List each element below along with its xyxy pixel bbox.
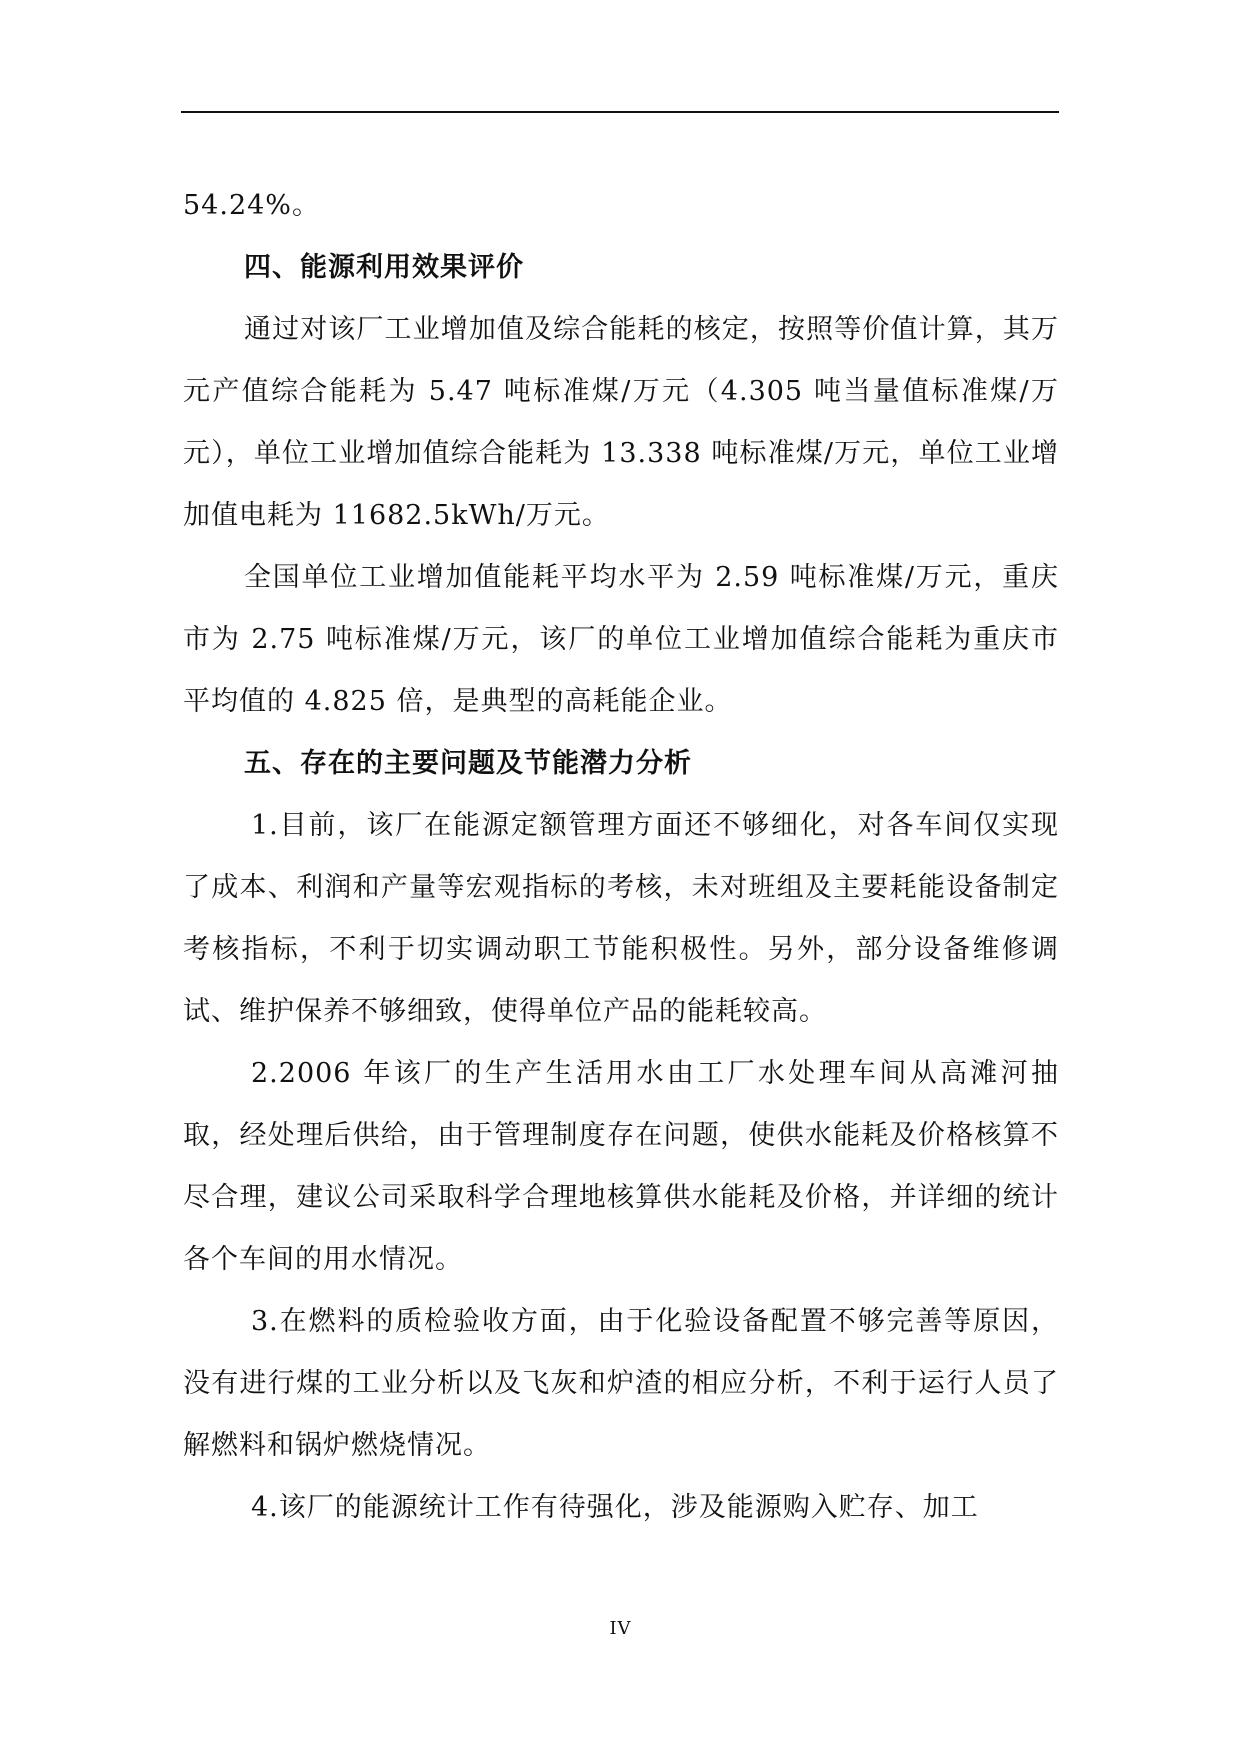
paragraph-issue-3: 3.在燃料的质检验收方面，由于化验设备配置不够完善等原因，没有进行煤的工业分析以及飞灰和炉渣的相应分析，不利于运行人员了解燃料和锅炉燃烧情况。 bbox=[183, 1306, 1059, 1461]
paragraph-issue-2: 2.2006 年该厂的生产生活用水由工厂水处理车间从高滩河抽取，经处理后供给，由于管理制度存在问题，使供水能耗及价格核算不尽合理，建议公司采取科学合理地核算供水能耗及价格，并详细的统计各个车间的用水情况。 bbox=[183, 1058, 1059, 1275]
page-number: IV bbox=[609, 1618, 632, 1639]
paragraph-issue-4: 4.该厂的能源统计工作有待强化，涉及能源购入贮存、加工 bbox=[251, 1492, 979, 1523]
paragraph-continuation: 54.24%。 bbox=[183, 190, 320, 221]
document-body bbox=[183, 175, 1059, 1539]
paragraph-energy-evaluation: 通过对该厂工业增加值及综合能耗的核定，按照等价值计算，其万元产值综合能耗为 5.47 吨标准煤/万元（4.305 吨当量值标准煤/万元），单位工业增加值综合能耗为 13.338 吨标准煤/万元，单位工业增加值电耗为 11682.5kWh/万元。 bbox=[183, 314, 1059, 531]
paragraph-national-comparison: 全国单位工业增加值能耗平均水平为 2.59 吨标准煤/万元，重庆市为 2.75 吨标准煤/万元，该厂的单位工业增加值综合能耗为重庆市平均值的 4.825 倍，是典型的高耗能企业。 bbox=[183, 562, 1059, 717]
section-heading-4: 四、能源利用效果评价 bbox=[244, 252, 524, 283]
paragraph-issue-1: 1.目前，该厂在能源定额管理方面还不够细化，对各车间仅实现了成本、利润和产量等宏观指标的考核，未对班组及主要耗能设备制定考核指标，不利于切实调动职工节能积极性。另外，部分设备维修调试、维护保养不够细致，使得单位产品的能耗较高。 bbox=[183, 810, 1059, 1027]
header-rule bbox=[181, 111, 1059, 113]
section-heading-5: 五、存在的主要问题及节能潜力分析 bbox=[244, 748, 692, 779]
